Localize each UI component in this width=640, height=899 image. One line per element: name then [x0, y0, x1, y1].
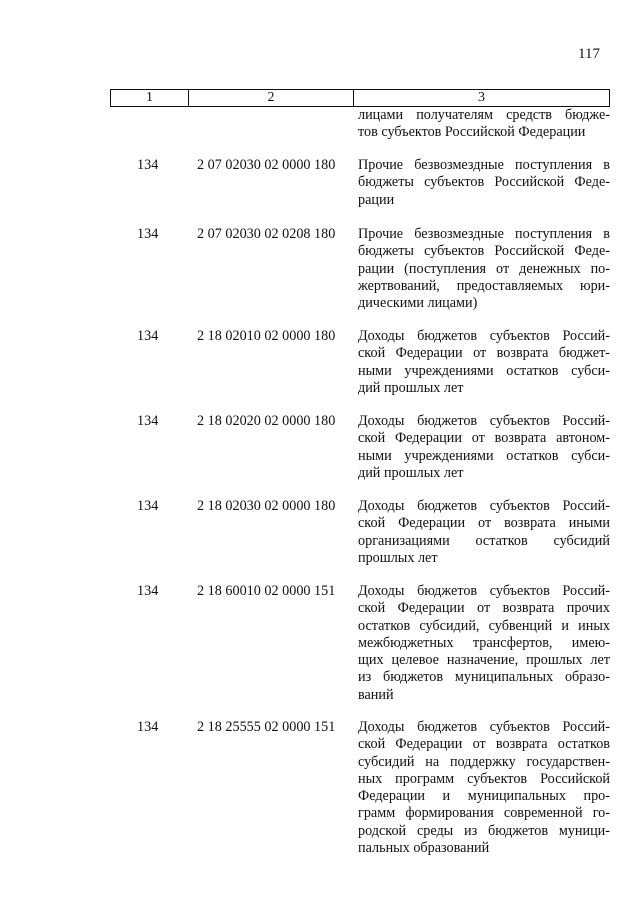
income-code: 2 18 60010 02 0000 151: [197, 583, 336, 599]
text-line: Прочие безвозмездные поступления в: [358, 226, 610, 242]
table-header: [110, 89, 610, 107]
text-line: Доходы бюджетов субъектов Россий-: [358, 719, 610, 735]
text-line: ской Федерации от возврата прочих: [358, 600, 610, 617]
header-col-2: 2: [189, 90, 354, 106]
text-line: Доходы бюджетов субъектов Россий-: [358, 328, 610, 344]
admin-code: 134: [137, 498, 159, 514]
text-line: ными учреждениями остатков субси-: [358, 362, 610, 379]
text-line: рации: [358, 191, 395, 208]
text-line: ской Федерации от возврата иными: [358, 515, 610, 532]
text-line: Доходы бюджетов субъектов Россий-: [358, 413, 610, 429]
page-number: 117: [578, 46, 600, 62]
text-line: бюджеты субъектов Российской Феде-: [358, 174, 610, 191]
text-line: ской Федерации от возврата бюджет-: [358, 345, 610, 362]
text-line: пальных образований: [358, 840, 490, 857]
text-line: остатков субсидий, субвенций и иных: [358, 617, 610, 634]
text-line: ных программ субъектов Российской: [358, 770, 610, 787]
income-name: [358, 226, 610, 312]
income-name: [358, 719, 610, 857]
text-line: рации (поступления от денежных по-: [358, 260, 610, 277]
text-line: грамм формирования современной го-: [358, 805, 610, 822]
text-line: щих целевое назначение, прошлых лет: [358, 652, 610, 669]
income-code: 2 18 02030 02 0000 180: [197, 498, 336, 514]
text-line: из бюджетов муниципальных образо-: [358, 669, 610, 686]
income-code: 2 18 25555 02 0000 151: [197, 719, 336, 735]
text-line: межбюджетных трансфертов, имею-: [358, 634, 610, 651]
text-line: организациями остатков субсидий: [358, 532, 610, 549]
text-line: Доходы бюджетов субъектов Россий-: [358, 583, 610, 599]
text-line: ской Федерации от возврата остатков: [358, 736, 610, 753]
text-line: ской Федерации от возврата автоном-: [358, 430, 610, 447]
text-line: лицами получателям средств бюдже-: [358, 107, 610, 123]
header-col-1: 1: [111, 90, 189, 106]
admin-code: 134: [137, 328, 159, 344]
income-code: 2 18 02020 02 0000 180: [197, 413, 336, 429]
text-line: дий прошлых лет: [358, 464, 464, 481]
admin-code: 134: [137, 583, 159, 599]
continuation-text: [358, 107, 610, 142]
text-line: родской среды из бюджетов муници-: [358, 822, 610, 839]
admin-code: 134: [137, 413, 159, 429]
income-code: 2 07 02030 02 0208 180: [197, 226, 336, 242]
income-name: [358, 157, 610, 209]
income-code: 2 07 02030 02 0000 180: [197, 157, 336, 173]
income-name: [358, 498, 610, 567]
text-line: прошлых лет: [358, 549, 438, 566]
admin-code: 134: [137, 157, 159, 173]
header-col-3: 3: [478, 90, 485, 105]
admin-code: 134: [137, 226, 159, 242]
text-line: ваний: [358, 686, 394, 703]
text-line: тов субъектов Российской Федерации: [358, 124, 586, 141]
text-line: дическими лицами): [358, 295, 478, 312]
text-line: бюджеты субъектов Российской Феде-: [358, 243, 610, 260]
income-name: [358, 413, 610, 482]
text-line: жертвований, предоставляемых юри-: [358, 277, 610, 294]
text-line: дий прошлых лет: [358, 379, 464, 396]
text-line: ными учреждениями остатков субси-: [358, 447, 610, 464]
admin-code: 134: [137, 719, 159, 735]
income-name: [358, 328, 610, 397]
text-line: Федерации и муниципальных про-: [358, 788, 610, 805]
text-line: Прочие безвозмездные поступления в: [358, 157, 610, 173]
text-line: субсидий на поддержку государствен-: [358, 753, 610, 770]
text-line: Доходы бюджетов субъектов Россий-: [358, 498, 610, 514]
income-name: [358, 583, 610, 704]
income-code: 2 18 02010 02 0000 180: [197, 328, 336, 344]
